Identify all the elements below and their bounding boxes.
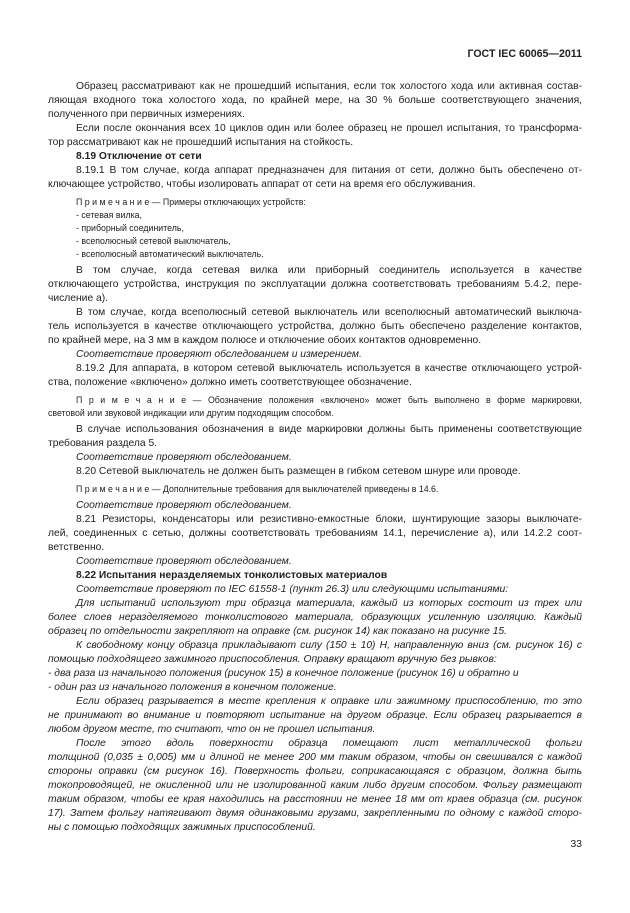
paragraph-line: отключающего устройства, инструкция по эксплуатации должна соответствовать требованиям 5.4.2, пере- [48,279,582,290]
note-line: - приборный соединитель, [76,223,184,233]
section-heading: 8.22 Испытания неразделяемых тонколистовых материалов [76,570,388,581]
note-line: - сетевая вилка, [76,210,142,220]
compliance-line: Соответствие проверяют обследованием. [76,556,292,567]
test-procedure-line: токопроводящей, не окисленной или не изолированной каким либо другим способом. Фольгу размещают [48,780,582,791]
paragraph-line: В том случае, когда сетевая вилка или приборный соединитель используется в качестве [76,265,582,276]
test-procedure-line: После этого вдоль поверхности образца помещают лист металлической фольги [76,738,582,749]
paragraph-line: тор рассматривают как не прошедший испытания на стойкость. [48,137,354,148]
test-procedure-line: любом другом месте, то считают, что он не прошел испытания. [48,724,376,735]
compliance-line: Соответствие проверяют обследованием и измерением. [76,349,362,360]
compliance-line: Соответствие проверяют обследованием. [76,452,292,463]
compliance-line: Соответствие проверяют обследованием. [76,500,292,511]
paragraph-line: Если после окончания всех 10 циклов один или более образец не прошел испытания, то трансформа- [76,123,582,134]
paragraph-line: числение а). [48,293,109,304]
note-line: П р и м е ч а н и е — Примеры отключающих устройств: [76,197,306,207]
test-procedure-line: более слоев неразделяемого тонколистового материала, образующих усиленную изоляцию. Каждый [48,612,582,623]
paragraph-line: ства, положение «включено» должно иметь соответствующее обозначение. [48,377,412,388]
paragraph-line: ляющая входного тока холостого хода, по крайней мере, на 30 % больше соответствующего значения, [48,95,582,106]
paragraph-line: В случае использования обозначения в виде маркировки должны быть применены соответствующие [76,424,582,435]
paragraph-line: 8.19.1 В том случае, когда аппарат предназначен для питания от сети, должно быть обеспечено от- [76,165,582,176]
test-procedure-line: помощью подходящего зажимного приспособления. Оправку вращают вручную без рывков: [48,654,497,665]
test-procedure-line: - один раз из начального положения в конечном положение. [48,682,337,693]
compliance-line: Соответствие проверяют по IEC 61558-1 (пункт 26.3) или следующими испытаниями: [76,584,509,595]
paragraph-line: требования раздела 5. [48,438,158,449]
section-heading: 8.19 Отключение от сети [76,151,202,162]
test-procedure-line: таким образом, чтобы ее края находились на расстоянии не менее 18 мм от краев образца (см. рисунок [48,794,582,805]
test-procedure-line: стороны оправки (см рисунок 16). Поверхность фольги, соприкасающаяся с образцом, должна быть [48,766,582,777]
test-procedure-line: 17). Затем фольгу натягивают двумя одинаковыми грузами, закрепленными по одному с каждой сторо- [48,808,582,819]
paragraph-line: 8.20 Сетевой выключатель не должен быть размещен в гибком сетевом шнуре или проводе. [76,466,521,477]
test-procedure-line: образец по отдельности закрепляют на оправке (см. рисунок 14) как показано на рисунке 15. [48,626,508,637]
note-line: - всеполюсный автоматический выключатель. [76,249,264,259]
paragraph-line: ветственно. [48,542,105,553]
note-line: П р и м е ч а н и е — Обозначение положения «включено» может быть выполнено в форме маркировки, [76,395,582,405]
paragraph-line: лей, соединенных с сетью, должны соответствовать требованиям 14.1, перечисление а), или 14.2.2 соот- [48,528,582,539]
test-procedure-line: Для испытаний используют три образца материала, каждый из которых состоит из трех или [76,598,582,609]
test-procedure-line: Если образец разрывается в месте крепления к оправке или зажимному приспособлению, то это [76,696,582,707]
test-procedure-line: К свободному концу образца прикладывают силу (150 ± 10) Н, направленную вниз (см. рисунок 16) с [76,640,582,651]
paragraph-line: В том случае, когда всеполюсный сетевой выключатель или всеполюсный автоматический выключа- [76,307,582,318]
standard-header: ГОСТ IEC 60065—2011 [467,48,582,60]
note-line: - всеполюсный сетевой выключатель, [76,236,231,246]
test-procedure-line: толщиной (0,035 ± 0,005) мм и длиной не менее 200 мм таким образом, чтобы он свешивался с каждой [48,752,582,763]
paragraph-line: по крайней мере, на 3 мм в каждом полюсе и отключение обоих контактов одновременно. [48,335,482,346]
paragraph-line: ключающее устройство, чтобы изолировать аппарат от сети на время его обслуживания. [48,179,476,190]
paragraph-line: тель используется в качестве отключающего устройства, должно быть обеспечено разделение контактов, [48,321,582,332]
page-number: 33 [570,839,582,850]
note-line: П р и м е ч а н и е — Дополнительные требования для выключателей приведены в 14.6. [76,484,439,494]
paragraph-line: 8.21 Резисторы, конденсаторы или резистивно-емкостные блоки, шунтирующие зазоры выключате- [76,514,582,525]
paragraph-line: Образец рассматривают как не прошедший испытания, если ток холостого хода или активная состав- [76,81,582,92]
test-procedure-line: - два раза из начального положения (рисунок 15) в конечное положение (рисунок 16) и обратно и [48,668,519,679]
test-procedure-line: не принимают во внимание и повторяют испытание на другом образце. Если образец разрывается в [48,710,582,721]
paragraph-line: 8.19.2 Для аппарата, в котором сетевой выключатель используется в качестве отключающего устрой- [76,363,582,374]
paragraph-line: полученного при первичных измерениях. [48,109,245,120]
test-procedure-line: ны с помощью подходящих зажимных приспособлений. [48,822,316,833]
note-line: световой или звуковой индикации или другим подходящим способом. [48,408,334,418]
